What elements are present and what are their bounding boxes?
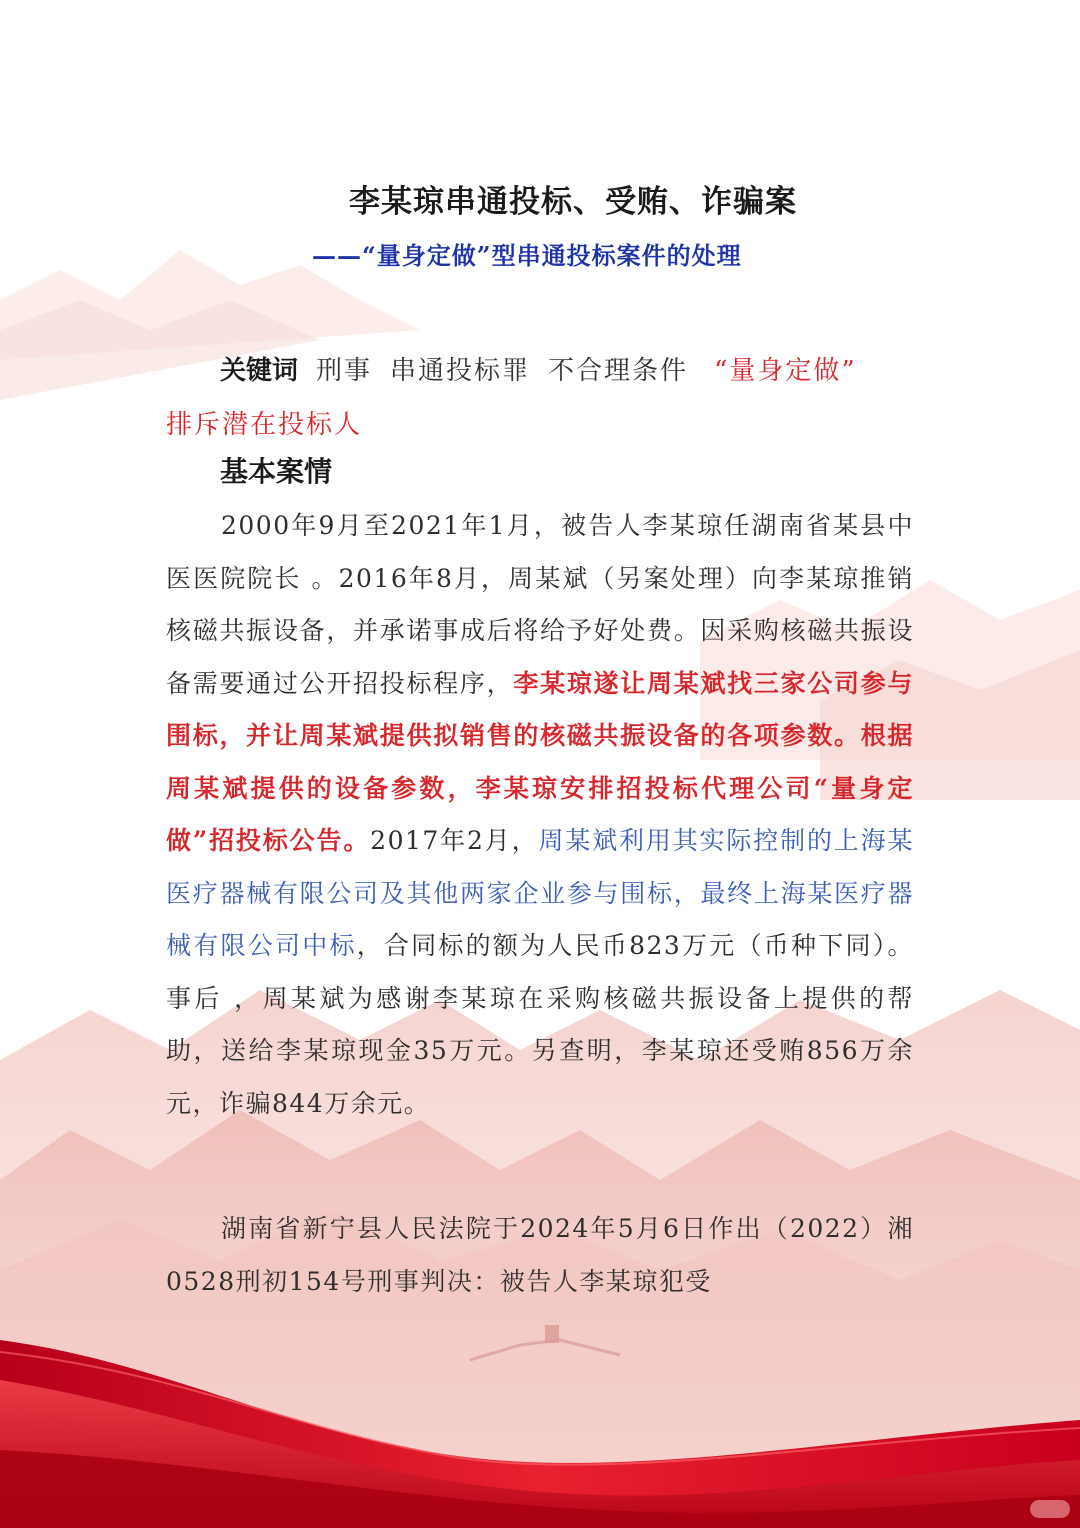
keyword-term: 刑事 [316, 356, 373, 386]
keyword-highlight: “量身定做” [714, 356, 857, 386]
paragraph-text: 2000年9月至2021年1月，被告人李某琼任湖南省某县中医医院院长 。2016年8月，周某斌（另案处理）向李某琼推销核磁共振设备，并承诺事成后将给予好处费。因采购核磁共振设备需要通过公开招投标程序， [166, 511, 914, 698]
paragraph-text: 2017年2月， [370, 826, 539, 855]
keywords-line [220, 350, 920, 387]
keyword-highlight-continued: 排斥潜在投标人 [166, 410, 363, 440]
keywords-label: 关键词 [220, 356, 299, 386]
keyword-term: 不合理条件 [548, 356, 689, 386]
highlighted-text-red: 李某琼遂让周某斌找三家公司参与围标，并让周某斌提供拟销售的核磁共振设备的各项参数。根据周某斌提供的设备参数，李某琼安排招投标代理公司“量身定做”招投标公告。 [166, 668, 914, 855]
paragraph-text: ，合同标的额为人民币823万元（币种下同）。事后 ，周某斌为感谢李某琼在采购核磁共振设备上提供的帮助，送给李某琼现金35万元。另查明，李某琼还受贿856万余元，诈骗844万余元。 [166, 931, 914, 1118]
document-subtitle: ——“量身定做”型串通投标案件的处理 [312, 241, 742, 270]
judgment-paragraph: 湖南省新宁县人民法院于2024年5月6日作出（2022）湘0528刑初154号刑事判决：被告人李某琼犯受 [166, 1214, 914, 1296]
keyword-term: 串通投标罪 [390, 356, 531, 386]
section-heading: 基本案情 [220, 455, 333, 488]
case-paragraph [166, 500, 914, 1130]
highlighted-text-blue: 周某斌利用其实际控制的上海某医疗器械有限公司及其他两家企业参与围标，最终上海某医疗器械有限公司中标 [166, 826, 914, 960]
document-title: 李某琼串通投标、受贿、诈骗案 [349, 184, 797, 220]
